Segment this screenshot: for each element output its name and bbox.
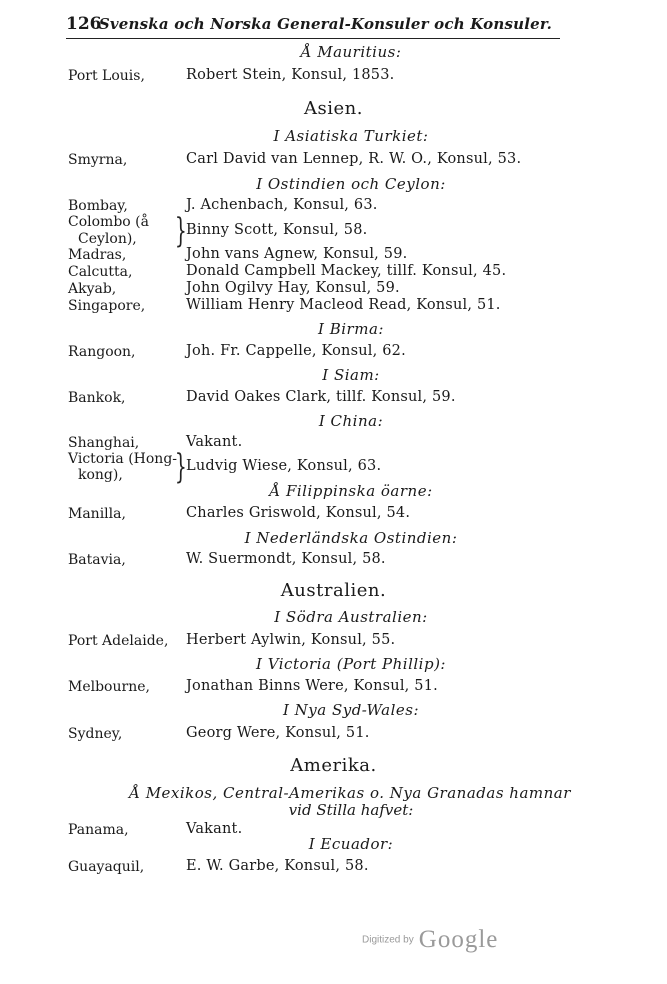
subheading-birma: I Birma: [318,320,384,338]
consul-melbourne: Jonathan Binns Were, Konsul, 51. [186,678,438,694]
subheading-filippinska-oarne: Å Filippinska öarne: [269,482,433,500]
place-panama: Panama, [68,822,129,838]
consul-akyab: John Ogilvy Hay, Konsul, 59. [186,280,400,296]
running-title: Svenska och Norska General-Konsuler och Konsuler. [98,15,552,33]
place-sydney: Sydney, [68,726,123,742]
consul-port-louis: Robert Stein, Konsul, 1853. [186,67,395,83]
subheading-mauritius: Å Mauritius: [300,43,402,61]
subheading-nederlandska-ostindien: I Nederländska Ostindien: [244,529,458,547]
subheading-mexikos-line2: vid Stilla hafvet: [288,801,414,819]
google-logo-text: Google [418,926,499,953]
subheading-asiatiska-turkiet: I Asiatiska Turkiet: [273,127,429,145]
consul-port-adelaide: Herbert Aylwin, Konsul, 55. [186,632,396,648]
consul-sydney: Georg Were, Konsul, 51. [186,725,370,741]
subheading-ecuador: I Ecuador: [308,835,394,853]
place-rangoon: Rangoon, [68,344,136,360]
consul-panama: Vakant. [186,821,243,837]
consul-victoria-hongkong: Ludvig Wiese, Konsul, 63. [186,458,382,474]
place-victoria-hongkong-line2: kong), [78,467,123,483]
place-guayaquil: Guayaquil, [68,859,145,875]
region-heading-amerika: Amerika. [290,755,377,776]
consul-calcutta: Donald Campbell Mackey, tillf. Konsul, 45. [186,263,507,279]
subheading-mexikos-line1: Å Mexikos, Central-Amerikas o. Nya Granadas hamnar [129,784,571,802]
consul-batavia: W. Suermondt, Konsul, 58. [186,551,386,567]
consul-rangoon: Joh. Fr. Cappelle, Konsul, 62. [186,343,406,359]
place-colombo-line1: Colombo (å [68,214,149,230]
consul-manilla: Charles Griswold, Konsul, 54. [186,505,411,521]
brace-colombo: } [174,211,187,251]
subheading-ostindien-ceylon: I Ostindien och Ceylon: [256,175,446,193]
consul-bombay: J. Achenbach, Konsul, 63. [186,197,378,213]
region-heading-asien: Asien. [304,98,363,119]
consul-colombo: Binny Scott, Konsul, 58. [186,222,368,238]
consul-madras: John vans Agnew, Konsul, 59. [186,246,408,262]
subheading-siam: I Siam: [322,366,380,384]
consul-bankok: David Oakes Clark, tillf. Konsul, 59. [186,389,456,405]
digitized-by-google-watermark [362,926,498,954]
consul-shanghai: Vakant. [186,434,243,450]
place-singapore: Singapore, [68,298,146,314]
subheading-nya-syd-wales: I Nya Syd-Wales: [282,701,420,719]
subheading-china: I China: [318,412,384,430]
place-madras: Madras, [68,247,127,263]
page-header [66,12,560,39]
page-number: 126 [66,14,102,34]
place-melbourne: Melbourne, [68,679,150,695]
consul-singapore: William Henry Macleod Read, Konsul, 51. [186,297,501,313]
digitized-by-label: Digitized by [362,934,414,946]
place-manilla: Manilla, [68,506,126,522]
region-heading-australien: Australien. [280,580,387,601]
place-shanghai: Shanghai, [68,435,140,451]
place-colombo-line2: Ceylon), [78,231,137,247]
subheading-sodra-australien: I Södra Australien: [274,608,428,626]
place-batavia: Batavia, [68,552,126,568]
place-port-adelaide: Port Adelaide, [68,633,169,649]
place-bankok: Bankok, [68,390,126,406]
consul-guayaquil: E. W. Garbe, Konsul, 58. [186,858,369,874]
consul-smyrna: Carl David van Lennep, R. W. O., Konsul, 53. [186,151,522,167]
brace-hongkong: } [174,447,187,487]
place-calcutta: Calcutta, [68,264,133,280]
subheading-victoria-port-phillip: I Victoria (Port Phillip): [256,655,446,673]
place-smyrna: Smyrna, [68,152,128,168]
place-victoria-hongkong-line1: Victoria (Hong- [68,451,178,467]
place-akyab: Akyab, [68,281,117,297]
place-port-louis: Port Louis, [68,68,145,84]
place-bombay: Bombay, [68,198,128,214]
